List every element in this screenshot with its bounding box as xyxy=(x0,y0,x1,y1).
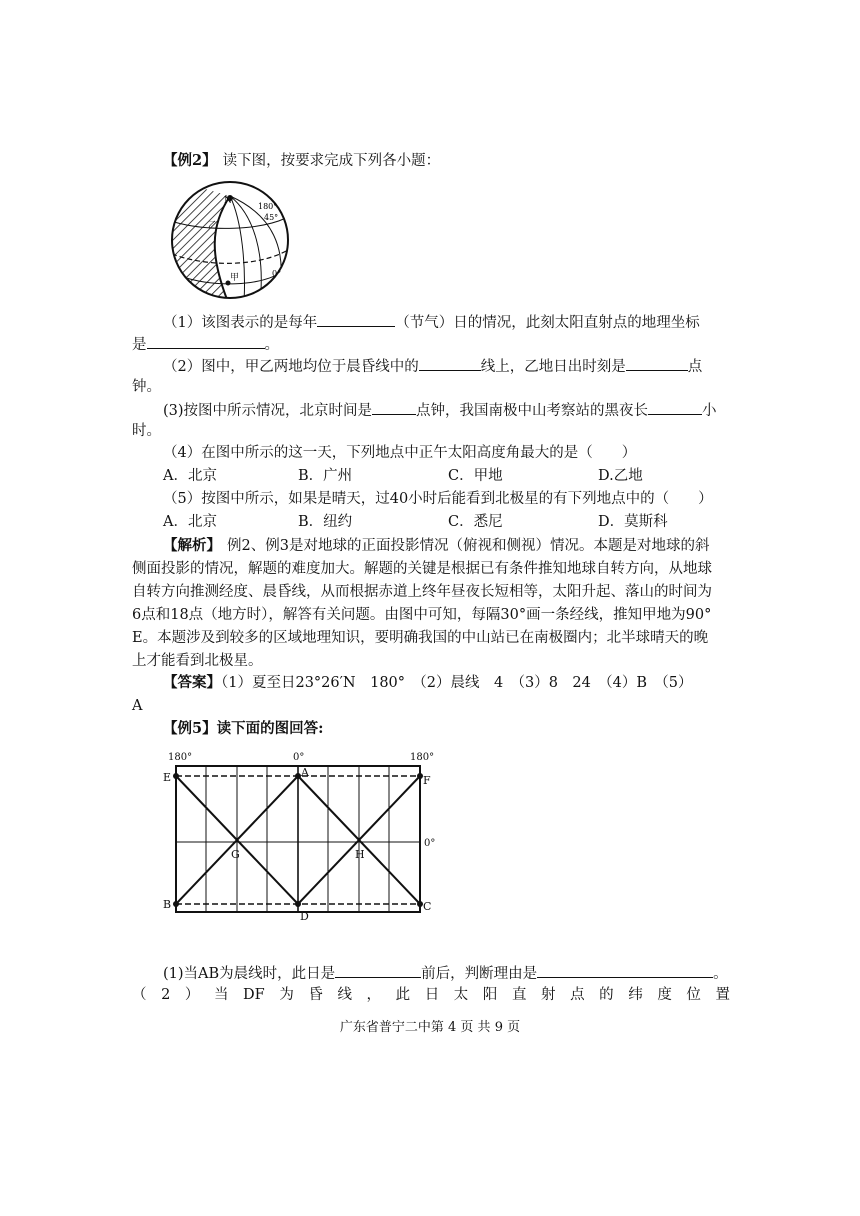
answer-line2: A xyxy=(132,698,143,714)
q5-option-b[interactable]: B．纽约 xyxy=(298,514,353,530)
analysis-line1: 【解析】 例2、例3是对地球的正面投影情况（俯视和侧视）情况。本题是对地球的斜 xyxy=(163,537,710,554)
q2-line2: 钟。 xyxy=(132,379,161,395)
label-d: D xyxy=(300,910,309,923)
label-b: B xyxy=(163,898,172,911)
example2-title: 【例2】 xyxy=(163,152,217,169)
lon180-label: 180° xyxy=(258,202,278,211)
north-label: N xyxy=(224,196,232,206)
globe-figure xyxy=(160,176,300,302)
equator-label: 0° xyxy=(424,838,436,849)
q5-option-a[interactable]: A．北京 xyxy=(163,514,217,530)
q4-option-d[interactable]: D.乙地 xyxy=(598,468,643,484)
q3-blank-1[interactable] xyxy=(372,400,416,415)
q5-option-d[interactable]: D．莫斯科 xyxy=(598,514,668,530)
q1-blank-2[interactable] xyxy=(147,334,265,349)
label-h: H xyxy=(355,848,365,861)
lon180-left-label: 180° xyxy=(168,752,193,763)
analysis-line5: E。本题涉及到较多的区域地理知识，要明确我国的中山站已在南极圈内；北半球晴天的晚 xyxy=(132,630,709,646)
lon180-right-label: 180° xyxy=(410,752,435,763)
label-e: E xyxy=(163,771,172,784)
ex5-q1-blank-1[interactable] xyxy=(335,963,421,978)
point-d xyxy=(295,901,301,907)
lon0-label: 0° xyxy=(272,269,282,278)
q1-line1: （1）该图表示的是每年 （节气）日的情况，此刻太阳直射点的地理坐标 xyxy=(163,312,700,332)
q4-option-c[interactable]: C．甲地 xyxy=(448,468,503,484)
example2-prompt: 读下图，按要求完成下列各小题： xyxy=(222,153,441,169)
q3-line2: 时。 xyxy=(132,423,161,439)
meridian-3 xyxy=(230,196,244,302)
ex5-q1-line: (1)当AB为晨线时，此日是 前后，判断理由是 。 xyxy=(163,963,728,983)
jia-label: 甲 xyxy=(230,273,240,283)
point-e xyxy=(173,773,179,779)
page-footer: 广东省普宁二中第 4 页 共 9 页 xyxy=(339,1020,521,1035)
q2-line1: （2）图中，甲乙两地均位于晨昏线中的 线上，乙地日出时刻是 点 xyxy=(163,356,702,376)
q3-blank-2[interactable] xyxy=(648,400,702,415)
point-b xyxy=(173,901,179,907)
analysis-line6: 上才能看到北极星。 xyxy=(132,653,263,669)
analysis-line4: 6点和18点（地方时），解答有关问题。由图中可知，每隔30°画一条经线，推知甲地为90° xyxy=(132,607,712,623)
grid-figure xyxy=(160,748,440,928)
answer-label: 【答案】 xyxy=(163,674,221,691)
ex5-q1-blank-2[interactable] xyxy=(537,963,713,978)
example5-title: 【例5】读下面的图回答: xyxy=(163,720,324,737)
q5-line: （5）按图中所示，如果是晴天，过40小时后能看到北极星的有下列地点中的（ ） xyxy=(163,491,713,507)
q5-option-c[interactable]: C．悉尼 xyxy=(448,514,503,530)
label-g: G xyxy=(231,848,240,861)
q2-blank-2[interactable] xyxy=(626,356,688,371)
lon45-label: 45° xyxy=(264,213,279,222)
q3-line1: (3)按图中所示情况，北京时间是 点钟，我国南极中山考察站的黑夜长 小 xyxy=(163,400,717,420)
q1-line2: 是 。 xyxy=(132,334,279,354)
meridian-1 xyxy=(230,196,261,302)
answer-line1: 【答案】（1）夏至日23°26′N 180° （2）晨线 4 （3）8 24 （4）B （5） xyxy=(163,674,693,691)
q4-option-a[interactable]: A．北京 xyxy=(163,468,217,484)
q2-blank-1[interactable] xyxy=(419,356,481,371)
analysis-label: 【解析】 xyxy=(163,537,221,554)
q4-line: （4）在图中所示的这一天，下列地点中正午太阳高度角最大的是（ ） xyxy=(163,445,637,461)
yi-label: 乙 xyxy=(208,221,218,231)
analysis-line3: 自转方向推测经度、晨昏线，从而根据赤道上终年昼夜长短相等，太阳升起、落山的时间为 xyxy=(132,584,712,600)
label-f: F xyxy=(423,774,431,787)
label-a: A xyxy=(301,766,309,779)
q1-blank-1[interactable] xyxy=(317,312,395,327)
example2-heading xyxy=(163,152,440,170)
ex5-q2-line: （ 2 ） 当 DF 为 昏 线 ， 此 日 太 阳 直 射 点 的 纬 度 位 置 xyxy=(132,987,730,1003)
q4-option-b[interactable]: B．广州 xyxy=(298,468,353,484)
label-c: C xyxy=(423,900,432,913)
lon0-top-label: 0° xyxy=(293,752,305,763)
analysis-line2: 侧面投影的情况，解题的难度加大。解题的关键是根据已有条件推知地球自转方向，从地球 xyxy=(132,561,712,577)
